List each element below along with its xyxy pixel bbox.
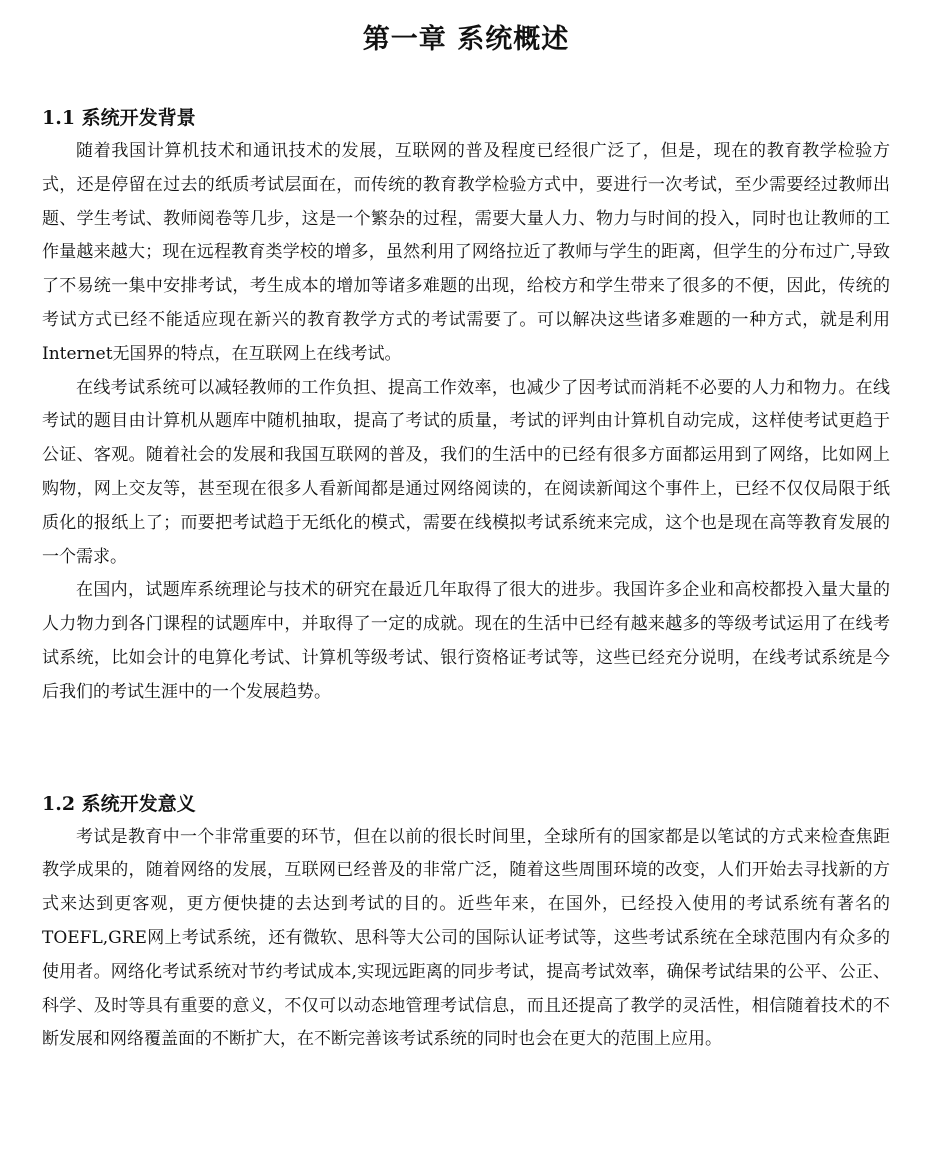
section-heading-background: 1.1 系统开发背景 [42, 107, 196, 129]
section-significance [42, 790, 890, 1058]
paragraph: 随着我国计算机技术和通讯技术的发展，互联网的普及程度已经很广泛了，但是，现在的教育教学检验方式，还是停留在过去的纸质考试层面在，而传统的教育教学检验方式中，要进行一次考试，至少需要经过教师出题、学生考试、教师阅卷等几步，这是一个繁杂的过程，需要大量人力、物力与时间的投入，同时也让教师的工作量越来越大；现在远程教育类学校的增多，虽然利用了网络拉近了教师与学生的距离，但学生的分布过广,导致了不易统一集中安排考试，考生成本的增加等诸多难题的出现，给校方和学生带来了很多的不便，因此，传统的考试方式已经不能适应现在新兴的教育教学方式的考试需要了。可以解决这些诸多难题的一种方式，就是利用Internet无国界的特点，在互联网上在线考试。 [42, 141, 890, 364]
paragraph: 在国内，试题库系统理论与技术的研究在最近几年取得了很大的进步。我国许多企业和高校都投入量大量的人力物力到各门课程的试题库中，并取得了一定的成就。现在的生活中已经有越来越多的等级考试运用了在线考试系统，比如会计的电算化考试、计算机等级考试、银行资格证考试等，这些已经充分说明，在线考试系统是今后我们的考试生涯中的一个发展趋势。 [42, 580, 890, 702]
paragraph: 考试是教育中一个非常重要的环节，但在以前的很长时间里，全球所有的国家都是以笔试的方式来检查焦距教学成果的，随着网络的发展，互联网已经普及的非常广泛，随着这些周围环境的改变，人们开始去寻找新的方式来达到更客观，更方便快捷的去达到考试的目的。近些年来，在国外，已经投入使用的考试系统有著名的TOEFL,GRE网上考试系统，还有微软、思科等大公司的国际认证考试等，这些考试系统在全球范围内有众多的使用者。网络化考试系统对节约考试成本,实现远距离的同步考试，提高考试效率，确保考试结果的公平、公正、科学、及时等具有重要的意义，不仅可以动态地管理考试信息，而且还提高了教学的灵活性，相信随着技术的不断发展和网络覆盖面的不断扩大，在不断完善该考试系统的同时也会在更大的范围上应用。 [42, 826, 890, 1050]
chapter-title: 第一章 系统概述 [362, 24, 570, 55]
section-heading-significance: 1.2 系统开发意义 [42, 792, 196, 815]
section-background [42, 104, 890, 710]
paragraph: 在线考试系统可以减轻教师的工作负担、提高工作效率，也减少了因考试而消耗不必要的人力和物力。在线考试的题目由计算机从题库中随机抽取，提高了考试的质量，考试的评判由计算机自动完成，这样使考试更趋于公证、客观。随着社会的发展和我国互联网的普及，我们的生活中的已经有很多方面都运用到了网络，比如网上购物，网上交友等，甚至现在很多人看新闻都是通过网络阅读的，在阅读新闻这个事件上，已经不仅仅局限于纸质化的报纸上了；而要把考试趋于无纸化的模式，需要在线模拟考试系统来完成，这个也是现在高等教育发展的一个需求。 [42, 377, 890, 567]
